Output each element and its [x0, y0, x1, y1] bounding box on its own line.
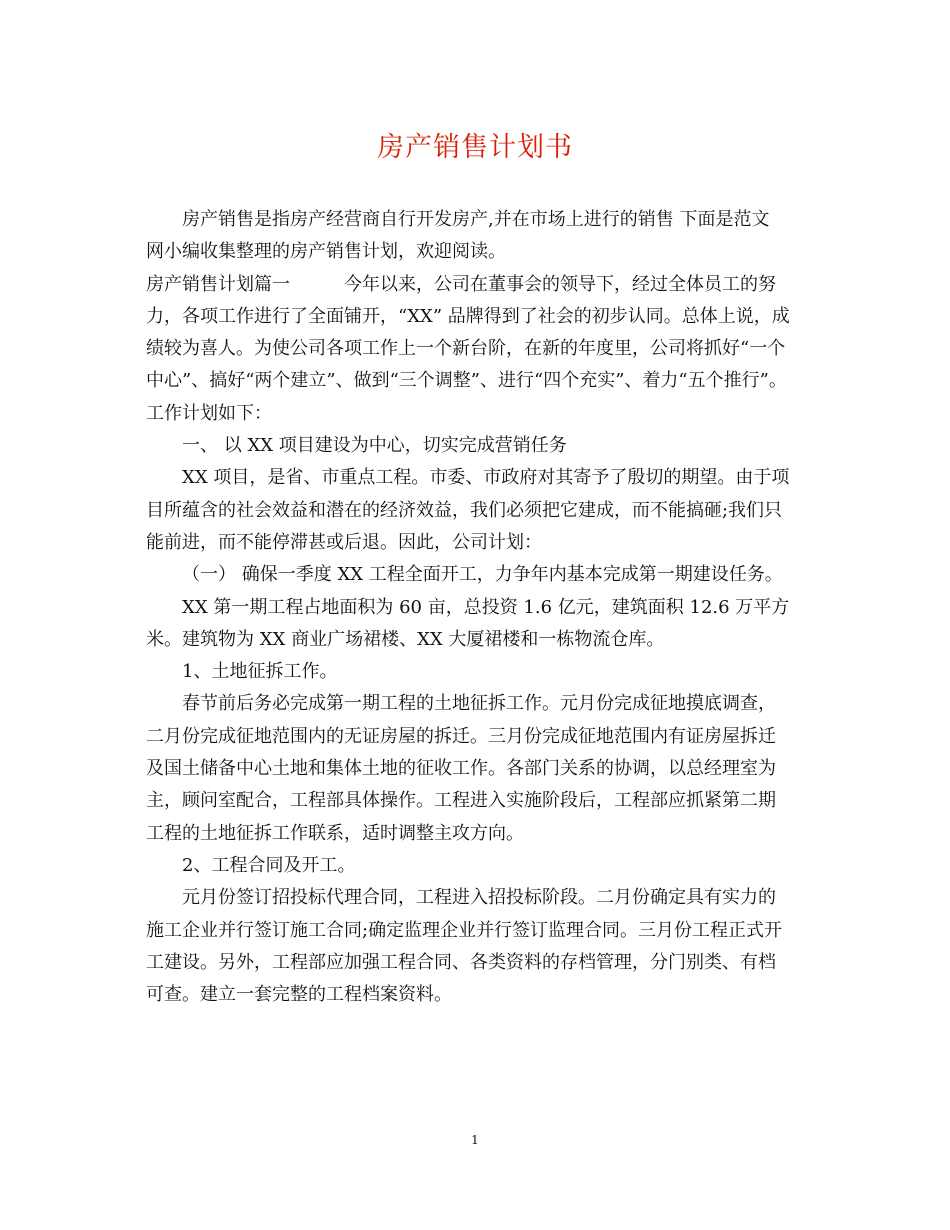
contract-paragraph — [146, 882, 804, 1011]
text-line: 目所蕴含的社会效益和潜在的经济效益，我们必须把它建成，而不能搞砸;我们只 — [146, 499, 783, 521]
text-line: 可查。建立一套完整的工程档案资料。 — [146, 984, 452, 1006]
item-two-heading: 2、工程合同及开工。 — [182, 854, 356, 876]
phase-paragraph — [146, 592, 804, 657]
text-line: 米。建筑物为 XX 商业广场裙楼、XX 大厦裙楼和一栋物流仓库。 — [146, 628, 665, 650]
text-line: 网小编收集整理的房产销售计划，欢迎阅读。 — [146, 241, 506, 263]
text-line: 元月份签订招投标代理合同，工程进入招投标阶段。二月份确定具有实力的 — [182, 887, 776, 909]
text-line: 及国土储备中心土地和集体土地的征收工作。各部门关系的协调，以总经理室为 — [146, 758, 776, 780]
project-paragraph — [146, 462, 804, 559]
text-line: 能前进，而不能停滞甚或后退。因此，公司计划： — [146, 531, 542, 553]
sub-point-one-heading: （一） 确保一季度 XX 工程全面开工，力争年内基本完成第一期建设任务。 — [182, 564, 783, 586]
text-line: 工程的土地征拆工作联系，适时调整主攻方向。 — [146, 822, 524, 844]
text-line: XX 项目，是省、市重点工程。市委、市政府对其寄予了殷切的期望。由于项 — [182, 467, 790, 489]
text-line: 二月份完成征地范围内的无证房屋的拆迁。三月份完成征地范围内有证房屋拆迁 — [146, 725, 776, 747]
text-line: 工作计划如下： — [146, 402, 272, 424]
intro-paragraph — [146, 204, 804, 269]
point-one-heading: 一、 以 XX 项目建设为中心，切实完成营销任务 — [182, 435, 567, 457]
text-line — [146, 269, 804, 301]
text-line: 绩较为喜人。为使公司各项工作上一个新台阶，在新的年度里，公司将抓好“一个 — [146, 338, 786, 360]
text-line: 工建设。另外，工程部应加强工程合同、各类资料的存档管理，分门别类、有档 — [146, 951, 776, 973]
document-title: 房产销售计划书 — [377, 132, 573, 163]
text-line: 力，各项工作进行了全面铺开，“XX” 品牌得到了社会的初步认同。总体上说，成 — [146, 305, 790, 327]
document-body — [146, 204, 804, 1011]
text-line: 房产销售是指房产经营商自行开发房产,并在市场上进行的销售 下面是范文 — [182, 209, 770, 230]
section-heading: 房产销售计划篇一 — [146, 273, 290, 295]
text-line: 春节前后务必完成第一期工程的土地征拆工作。元月份完成征地摸底调查， — [182, 693, 776, 715]
page-number: 1 — [471, 1133, 479, 1147]
item-one-heading: 1、土地征拆工作。 — [182, 661, 338, 683]
text-line: 施工企业并行签订施工合同;确定监理企业并行签订监理合同。三月份工程正式开 — [146, 919, 783, 941]
text-line: XX 第一期工程占地面积为 60 亩，总投资 1.6 亿元，建筑面积 12.6 万平方 — [182, 596, 790, 618]
section-one-paragraph — [146, 269, 804, 430]
section-text: 今年以来，公司在董事会的领导下，经过全体员工的努 — [344, 273, 776, 295]
text-line: 中心”、搞好“两个建立”、做到“三个调整”、进行“四个充实”、着力“五个推行”。 — [146, 370, 787, 392]
text-line: 主，顾问室配合，工程部具体操作。工程进入实施阶段后，工程部应抓紧第二期 — [146, 790, 776, 812]
land-paragraph — [146, 688, 804, 849]
